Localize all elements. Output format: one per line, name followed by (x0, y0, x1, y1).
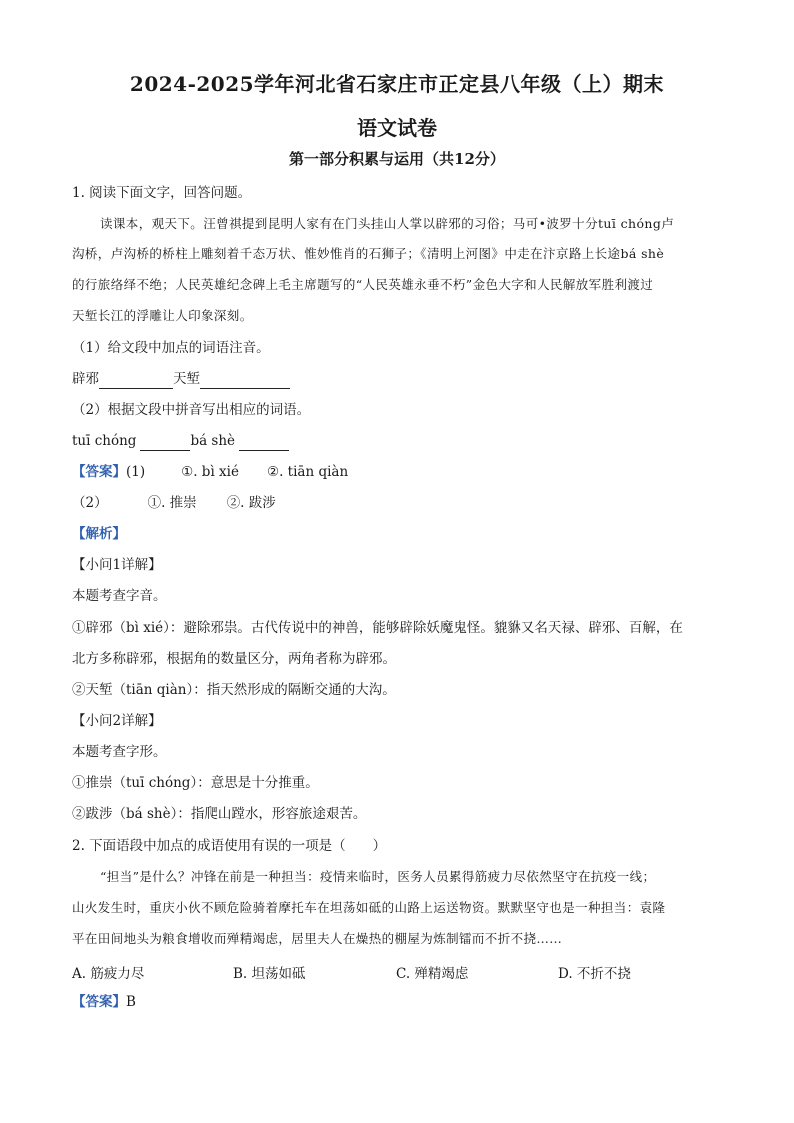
detail-2-tag: 【小问2详解】 (72, 713, 162, 729)
answer-item: ②. 跋涉 (226, 495, 276, 511)
q1-sub1-prompt: （1）给文段中加点的词语注音。 (72, 340, 270, 356)
q2-passage-line: 山火发生时，重庆小伙不顾危险骑着摩托车在坦荡如砥的山路上运送物资。默默坚守也是一种担当：袁隆 (72, 900, 666, 915)
q1-passage-line: 读课本，观天下。汪曾祺提到昆明人家有在门头挂山人掌以辟邪的习俗；马可•波罗十分tuī chóng卢 (100, 216, 675, 231)
detail-1-text: ①辟邪（bì xié）：避除邪祟。古代传说中的神兽，能够辟除妖魔鬼怪。貔貅又名天禄、辟邪、百解，在 (72, 620, 683, 636)
answer-tag: 【答案】 (72, 994, 126, 1010)
q1-answer-line-2 (72, 493, 276, 513)
q2-answer-line (72, 992, 136, 1012)
option-c[interactable]: C. 殚精竭虑 (396, 966, 469, 982)
q1-sub1-blanks (72, 369, 290, 389)
q2-passage-line: “担当”是什么？冲锋在前是一种担当：疫情来临时，医务人员累得筋疲力尽依然坚守在抗疫一线； (100, 869, 656, 884)
answer-tag: 【答案】 (72, 464, 126, 480)
page-title: 2024-2025学年河北省石家庄市正定县八年级（上）期末 (129, 72, 665, 96)
q2-passage-line: 平在田间地头为粮食增收而殚精竭虑，居里夫人在燥热的棚屋为炼制镭而不折不挠…… (72, 931, 563, 946)
answer-blank[interactable] (99, 374, 173, 389)
option-a[interactable]: A. 筋疲力尽 (72, 966, 145, 982)
q1-sub2-blanks (72, 431, 289, 451)
answer-prefix: (1) (126, 464, 146, 480)
question-1-stem: 1. 阅读下面文字，回答问题。 (72, 185, 252, 201)
detail-1-text: 北方多称辟邪，根据角的数量区分，两角者称为辟邪。 (72, 651, 396, 667)
answer-prefix: （2） (72, 495, 108, 511)
word-label: bá shè (190, 433, 236, 449)
detail-2-text: ②跋涉（bá shè）：指爬山蹚水，形容旅途艰苦。 (72, 806, 367, 822)
detail-2-intro: 本题考查字形。 (72, 744, 167, 760)
detail-1-text: ②天堑（tiān qiàn）：指天然形成的隔断交通的大沟。 (72, 682, 396, 698)
answer-value: B (126, 994, 136, 1010)
answer-blank[interactable] (239, 436, 289, 451)
answer-item: ①. 推崇 (147, 495, 197, 511)
q1-passage-line: 沟桥，卢沟桥的桥柱上雕刻着千态万状、惟妙惟肖的石狮子；《清明上河图》中走在汴京路上长途bá shè (72, 246, 665, 261)
answer-item: ①. bì xié (181, 464, 239, 480)
detail-2-text: ①推崇（tuī chóng）：意思是十分推重。 (72, 775, 319, 791)
detail-1-tag: 【小问1详解】 (72, 557, 162, 573)
question-2-stem: 2. 下面语段中加点的成语使用有误的一项是（ ） (72, 838, 387, 854)
answer-blank[interactable] (140, 436, 190, 451)
q1-answer-line-1 (72, 462, 348, 482)
answer-item: ②. tiān qiàn (266, 464, 349, 480)
word-label: 辟邪 (72, 371, 99, 387)
detail-1-intro: 本题考查字音。 (72, 588, 167, 604)
answer-blank[interactable] (200, 374, 290, 389)
word-label: 天堑 (173, 371, 200, 387)
page-subtitle: 语文试卷 (357, 116, 437, 140)
option-b[interactable]: B. 坦荡如砥 (233, 966, 306, 982)
q1-sub2-prompt: （2）根据文段中拼音写出相应的词语。 (72, 402, 311, 418)
q1-passage-line: 天堑长江的浮雕让人印象深刻。 (72, 308, 253, 323)
word-label: tuī chóng (72, 433, 137, 449)
q1-passage-line: 的行旅络绎不绝；人民英雄纪念碑上毛主席题写的“人民英雄永垂不朽”金色大字和人民解放军胜利渡过 (72, 277, 654, 292)
section-heading: 第一部分积累与运用（共12分） (289, 150, 505, 168)
option-d[interactable]: D. 不折不挠 (558, 966, 631, 982)
analysis-tag: 【解析】 (72, 526, 126, 542)
